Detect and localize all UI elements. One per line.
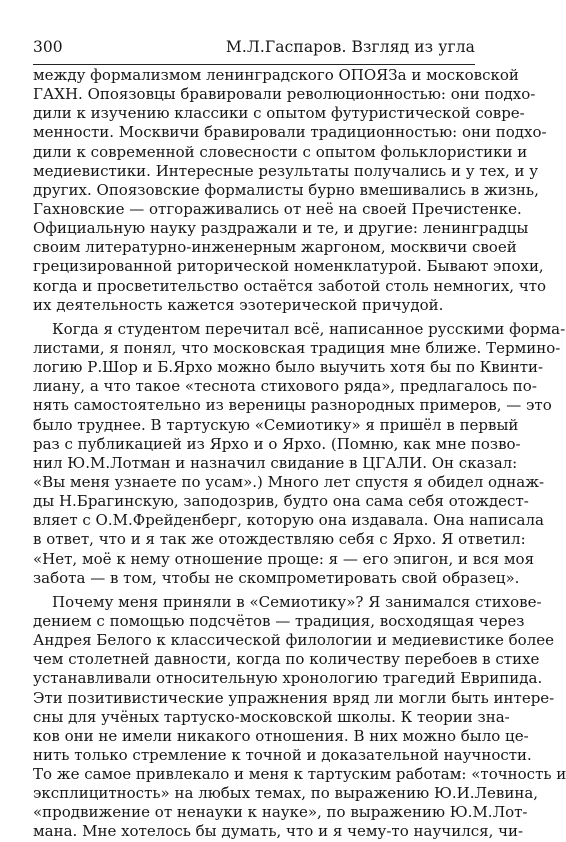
page-number: 300 — [33, 38, 63, 56]
body-text — [33, 66, 566, 842]
text-line: когда и просветительство остаётся заботой столь немногих, что — [33, 276, 547, 295]
text-line: эксплицитность» на любых темах, по выражению Ю.И.Левина, — [33, 784, 539, 803]
text-line: «Вы меня узнаете по усам».) Много лет спустя я обидел однаж- — [33, 472, 545, 491]
text-line: дили к современной словесности с опытом фольклористики и — [33, 142, 528, 161]
text-line: между формализмом ленинградского ОПОЯЗа и московской — [33, 66, 519, 84]
text-line: устанавливали относительную хронологию трагедий Еврипида. — [33, 669, 543, 688]
text-line: дением с помощью подсчётов — традиция, восходящая через — [33, 611, 525, 630]
header-rule — [33, 64, 475, 65]
text-line: нил Ю.М.Лотман и назначил свидание в ЦГАЛИ. Он сказал: — [33, 453, 518, 472]
text-line: своим литературно-инженерным жаргоном, москвичи своей — [33, 238, 517, 257]
text-line: Эти позитивистические упражнения вряд ли могли быть интере- — [33, 688, 555, 707]
text-line: дили к изучению классики с опытом футуристической совре- — [33, 104, 525, 123]
text-line: То же самое привлекало и меня к тартуским работам: «точность и — [33, 765, 566, 784]
text-line: лиану, а что такое «теснота стихового ряда», предлагалось по- — [33, 377, 537, 396]
text-line: Почему меня приняли в «Семиотику»? Я занимался стихове- — [52, 592, 542, 611]
text-line: Когда я студентом перечитал всё, написанное русскими форма- — [52, 319, 566, 338]
paragraph — [33, 592, 566, 842]
text-line: мана. Мне хотелось бы думать, что и я чему-то научился, чи- — [33, 822, 524, 841]
running-title: М.Л.Гаспаров. Взгляд из угла — [225, 38, 475, 56]
text-line: Андрея Белого к классической филологии и медиевистике более — [33, 631, 554, 650]
text-line: их деятельность кажется эзотерической причудой. — [33, 295, 444, 314]
page-header — [33, 36, 475, 60]
text-line: в ответ, что и я так же отождествляю себя с Ярхо. Я ответил: — [33, 530, 526, 549]
paragraph — [33, 319, 566, 588]
text-line: других. Опоязовские формалисты бурно вмешивались в жизнь, — [33, 180, 539, 199]
text-line: листами, я понял, что московская традиция мне ближе. Термино- — [33, 338, 561, 357]
text-line: было труднее. В тартускую «Семиотику» я пришёл в первый — [33, 415, 519, 434]
text-line: логию Р.Шор и Б.Ярхо можно было выучить хотя бы по Квинти- — [33, 358, 544, 377]
text-line: медиевистики. Интересные результаты получались и у тех, и у — [33, 161, 539, 180]
text-line: менности. Москвичи бравировали традиционностью: они подхо- — [33, 123, 547, 142]
text-line: ды Н.Брагинскую, заподозрив, будто она сама себя отождест- — [33, 492, 529, 511]
text-line: Гахновские — отгораживались от неё на своей Пречистенке. — [33, 199, 522, 218]
text-line: ков они не имели никакого отношения. В них можно было це- — [33, 726, 529, 745]
text-line: сны для учёных тартуско-московской школы. К теории зна- — [33, 707, 510, 726]
text-line: чем столетней давности, когда по количеству перебоев в стихе — [33, 650, 540, 669]
paragraph — [33, 66, 547, 315]
text-line: «продвижение от ненауки к науке», по выражению Ю.М.Лот- — [33, 803, 528, 822]
text-line: забота — в том, чтобы не скомпрометировать свой образец». — [33, 568, 520, 587]
text-line: «Нет, моё к нему отношение проще: я — его эпигон, и вся моя — [33, 549, 535, 568]
text-line: ГАХН. Опоязовцы бравировали революционностью: они подхо- — [33, 85, 536, 104]
text-line: нить только стремление к точной и доказательной научности. — [33, 745, 532, 764]
text-line: Официальную науку раздражали и те, и другие: ленинградцы — [33, 219, 529, 238]
text-line: вляет с О.М.Фрейденберг, которую она издавала. Она написала — [33, 511, 544, 530]
text-line: раз с публикацией из Ярхо и о Ярхо. (Помню, как мне позво- — [33, 434, 521, 453]
text-line: нять самостоятельно из вереницы разнородных примеров, — это — [33, 396, 552, 415]
text-line: грецизированной риторической номенклатурой. Бывают эпохи, — [33, 257, 544, 276]
